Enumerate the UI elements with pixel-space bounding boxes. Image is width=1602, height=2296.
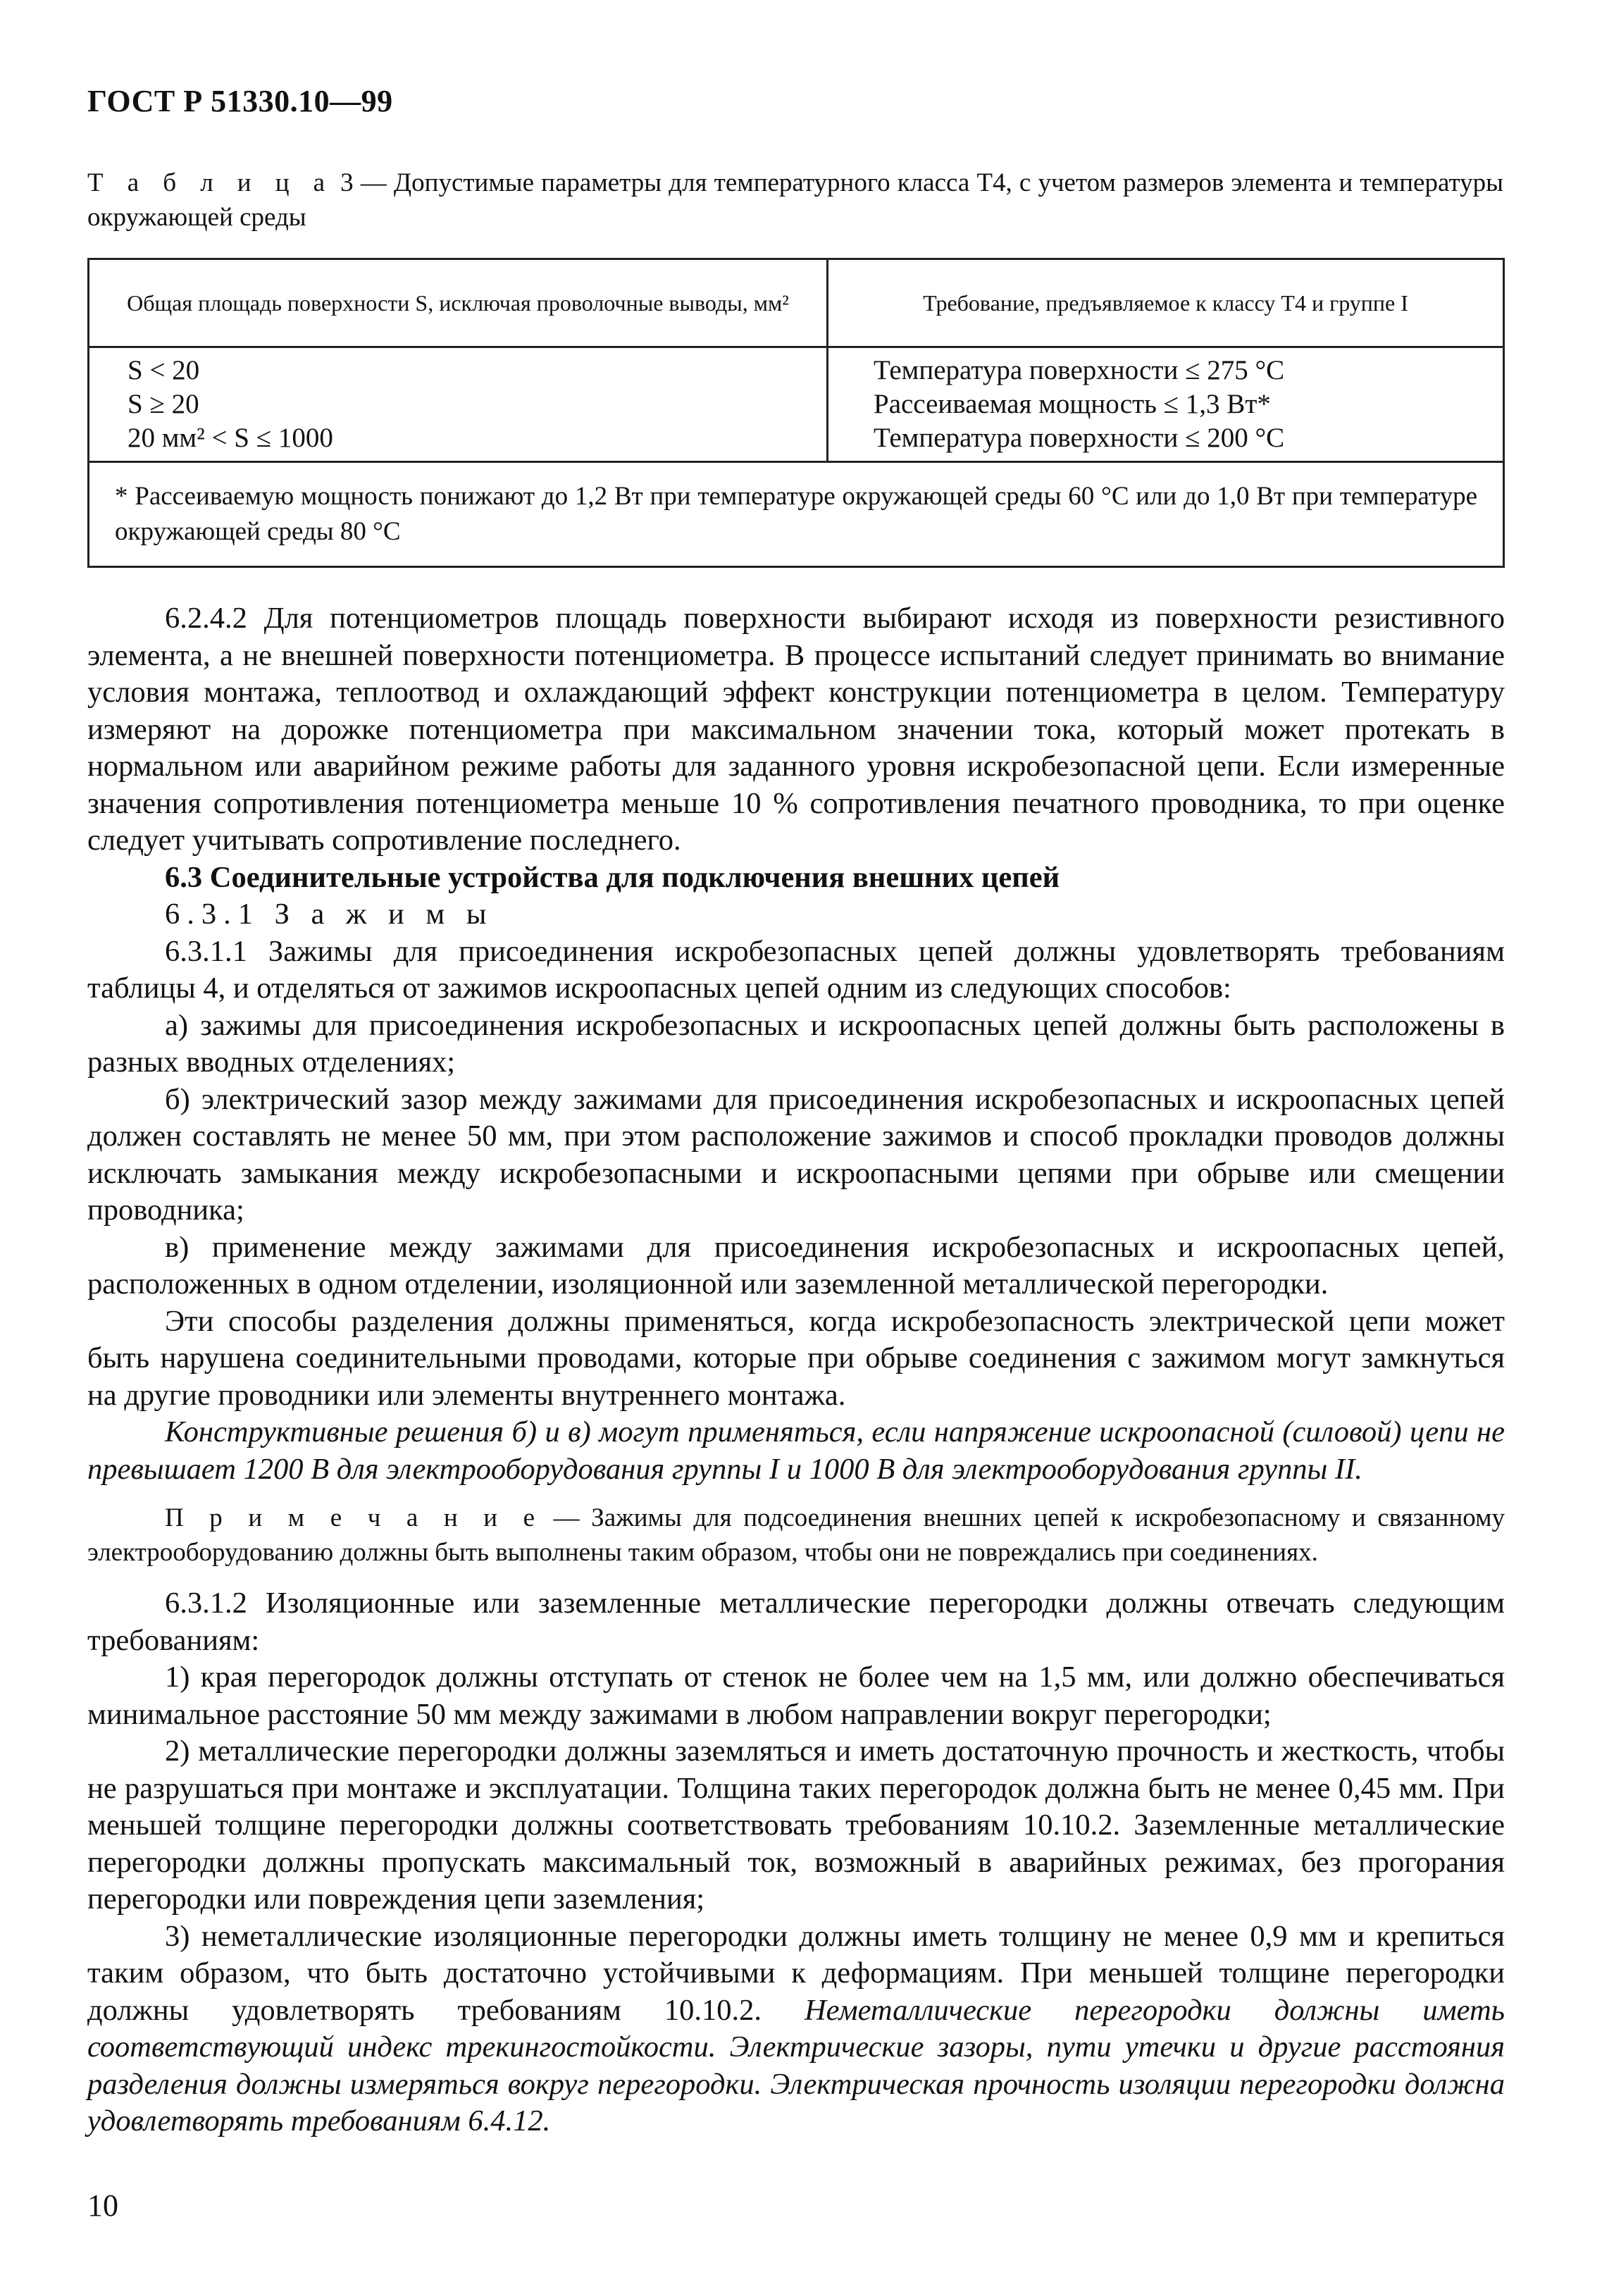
paragraph: 6.3.1.2 Изоляционные или заземленные металлические перегородки должны отвечать следующим требованиям: [87,1587,1513,1657]
table-footnote: * Рассеиваемую мощность понижают до 1,2 Вт при температуре окружающей среды 60 °С или до 1,0 Вт при температуре окружающей среды 80 °С [89,462,1504,567]
requirement-value: Температура поверхности ≤ 275 °С [874,355,1285,385]
list-item: 1) края перегородок должны отступать от стенок не более чем на 1,5 мм, или должно обеспечиваться минимальное расстояние 50 мм между зажимами в любом направлении вокруг перегородки; [87,1661,1513,1731]
note [87,1501,1512,1570]
paragraph: Эти способы разделения должны применяться, когда искробезопасность электрической цепи может быть нарушена соединительными проводами, которые при обрыве соединения с зажимом могут замкнуться на другие проводники или элементы внутреннего монтажа. [87,1304,1513,1412]
table-3 [87,258,1505,568]
list-item: б) электрический зазор между зажимами для присоединения искробезопасных и искроопасных цепей должен составлять не менее 50 мм, при этом расположение зажимов и способ прокладки проводов должны исключать замыкания между искробезопасными и искроопасными цепями при обрыве или смещении проводника; [87,1082,1513,1227]
requirement-value: Температура поверхности ≤ 200 °С [874,423,1285,453]
list-item: 2) металлические перегородки должны заземляться и иметь достаточную прочность и жесткость, чтобы не разрушаться при монтаже и эксплуатации. Толщина таких перегородок должна быть не менее 0,45 мм. При меньшей толщине перегородки должны соответствовать требованиям 10.10.2. Заземленные металлические перегородки должны пропускать максимальный ток, возможный в аварийных режимах, без прогорания перегородки или повреждения цепи заземления; [87,1735,1513,1916]
note-text: — Зажимы для подсоединения внешних цепей к искробезопасному и связанному электрооборудованию должны быть выполнены таким образом, чтобы они не повреждались при соединениях. [87,1503,1512,1567]
requirement-cell [828,347,1504,462]
col1-header: Общая площадь поверхности S, исключая проволочные выводы, мм² [89,259,828,347]
paragraph: 6.2.4.2 Для потенциометров площадь поверхности выбирают исходя из поверхности резистивного элемента, а не внешней поверхности потенциометра. В процессе испытаний следует принимать во внимание условия монтажа, теплоотвод и охлаждающий эффект конструкции потенциометра в целом. Температуру измеряют на дорожке потенциометра при максимальном значении тока, который может протекать в нормальном или аварийном режиме работы для заданного уровня искробезопасной цепи. Если измеренные значения сопротивления потенциометра меньше 10 % сопротивления печатного проводника, то при оценке следует учитывать сопротивление последнего. [87,602,1513,857]
list-item: в) применение между зажимами для присоединения искробезопасных и искроопасных цепей, расположенных в одном отделении, изоляционной или заземленной металлической перегородки. [87,1230,1513,1301]
paragraph: 6.3.1.1 Зажимы для присоединения искробезопасных цепей должны удовлетворять требованиям таблицы 4, и отделяться от зажимов искроопасных цепей одним из следующих способов: [87,934,1513,1005]
area-value: S ≥ 20 [128,389,199,419]
table-header-row [89,259,1504,347]
note-label: П р и м е ч а н и е [165,1503,542,1532]
requirement-value: Рассеиваемая мощность ≤ 1,3 Вт* [874,389,1271,419]
body-text [87,600,1513,2140]
table-footnote-row [89,462,1504,567]
italic-paragraph: Конструктивные решения б) и в) могут применяться, если напряжение искроопасной (силовой) цепи не превышает 1200 В для электрооборудования группы I и 1000 В для электрооборудования группы II. [87,1415,1513,1486]
table-row [89,347,1504,462]
area-value: 20 мм² < S ≤ 1000 [128,423,333,453]
subsection-heading [87,896,1505,933]
list-item-text: 3) неметаллические изоляционные перегородки должны иметь толщину не менее 0,9 мм и крепиться таким образом, что быть достаточно устойчивыми к деформациям. При меньшей толщине перегородки должны удовлетворять требованиям 10.10.2. [87,1919,1513,2027]
area-value: S < 20 [128,355,200,385]
col2-header: Требование, предъявляемое к классу Т4 и группе I [828,259,1504,347]
area-cell [89,347,828,462]
table-caption-text: 3 — Допустимые параметры для температурного класса Т4, с учетом размеров элемента и температуры окружающей среды [87,168,1510,232]
table-caption [87,166,1510,235]
table-caption-label: Т а б л и ц а [87,168,334,197]
subsection-title: 6.3.1 З а ж и м ы [165,898,494,931]
list-item-italic-text: Неметаллические перегородки должны иметь соответствующий индекс трекингостойкости. Электрические зазоры, пути утечки и другие расстояния разделения должны измеряться вокруг перегородки. Электрическая прочность изоляции перегородки должна удовлетворять требованиям 6.4.12. [87,1993,1513,2137]
standard-designation: ГОСТ Р 51330.10—99 [87,84,393,118]
section-heading: 6.3 Соединительные устройства для подключения внешних цепей [165,860,1060,894]
page-number: 10 [87,2188,118,2223]
list-item: а) зажимы для присоединения искробезопасных и искроопасных цепей должны быть расположены в разных вводных отделениях; [87,1008,1513,1079]
list-item [87,1918,1513,2140]
